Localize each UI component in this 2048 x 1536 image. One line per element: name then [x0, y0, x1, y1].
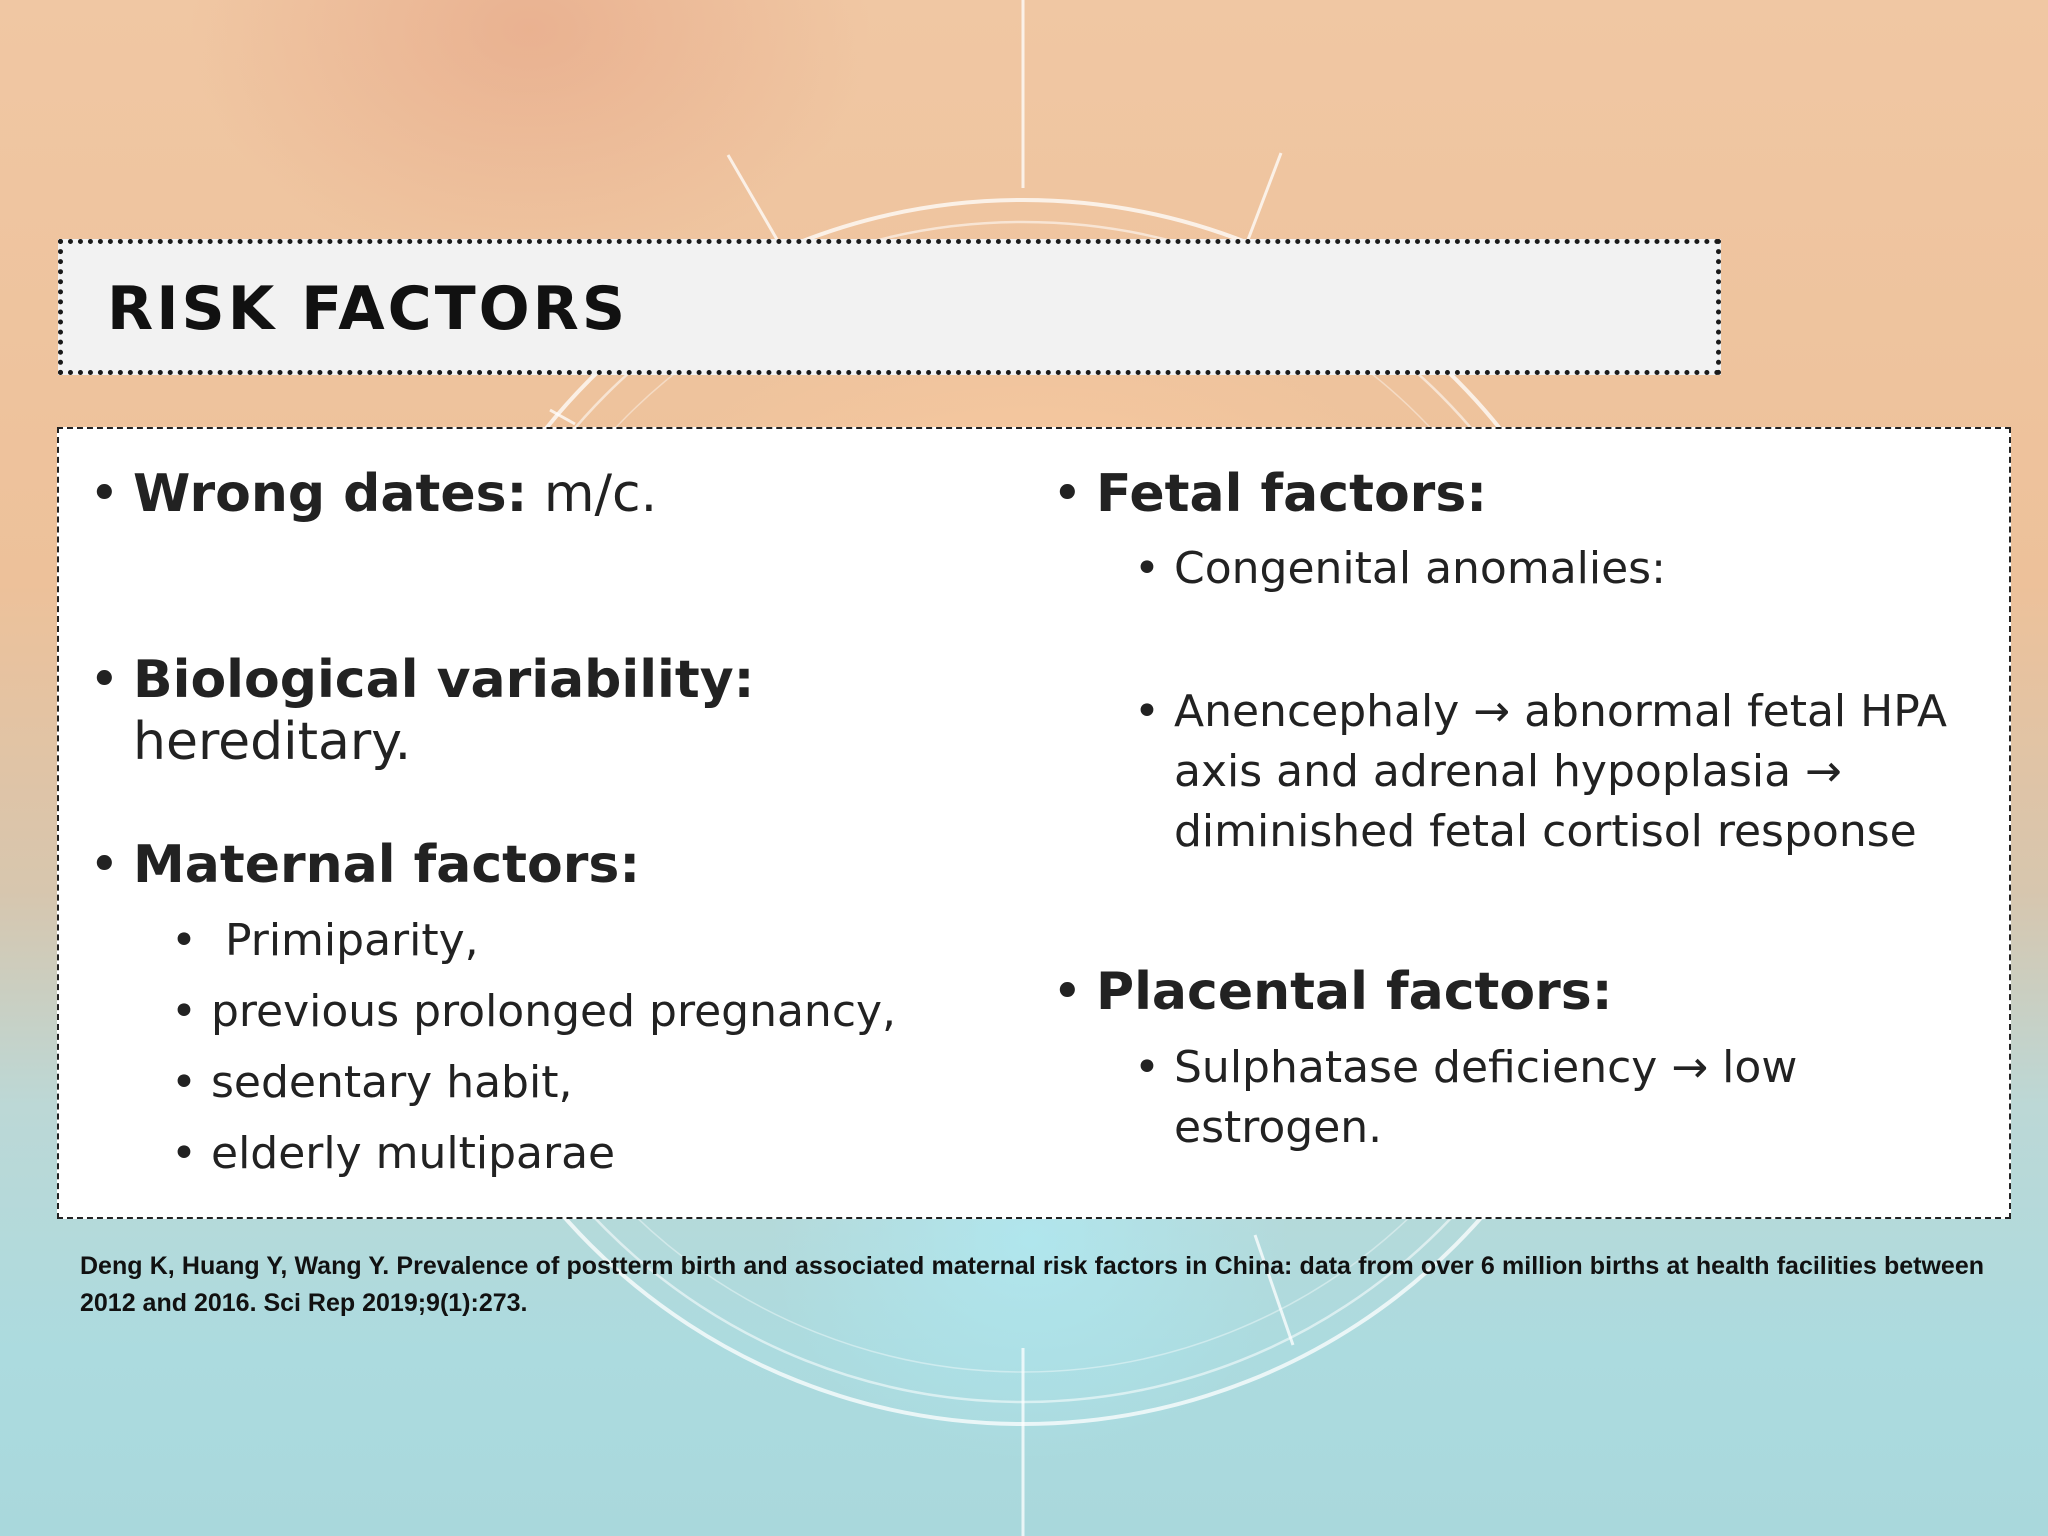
biological-variability-text: hereditary. [133, 712, 412, 772]
placental-item-sulphatase: • Sulphatase deficiency → low estrogen. [1134, 1038, 1894, 1158]
placental-factors-label: Placental factors: [1096, 962, 1613, 1022]
maternal-item-sedentary-habit: • sedentary habit, [171, 1053, 572, 1113]
maternal-item-primiparity: • Primiparity, [171, 911, 479, 971]
maternal-item-previous-pregnancy: • previous prolonged pregnancy, [171, 982, 896, 1042]
fetal-item-anencephaly: • Anencephaly → abnormal fetal HPA axis and adrenal hypoplasia → diminished fetal cortisol response [1134, 682, 1974, 862]
content-panel [57, 427, 2011, 1219]
fetal-factors-label: Fetal factors: [1096, 464, 1488, 524]
biological-variability-label: Biological variability: [133, 650, 755, 710]
maternal-item-elderly-multiparae: • elderly multiparae [171, 1124, 615, 1184]
wrong-dates-text: m/c. [527, 464, 658, 524]
title-banner [58, 239, 1721, 375]
citation-reference: Deng K, Huang Y, Wang Y. Prevalence of postterm birth and associated maternal risk factors in China: data from over 6 million births at health facilities between 2012 and 2016. Sci Rep 2019;9(1):273. [80, 1252, 1984, 1317]
bullet-fetal-factors [1052, 463, 1487, 525]
wrong-dates-label: Wrong dates: [133, 464, 528, 524]
maternal-factors-label: Maternal factors: [133, 835, 641, 895]
bullet-biological-variability [89, 649, 1049, 773]
fetal-item-congenital-anomalies: • Congenital anomalies: [1134, 539, 1666, 599]
bullet-wrong-dates [89, 463, 657, 525]
slide-title: RISK FACTORS [107, 274, 629, 344]
bullet-maternal-factors [89, 834, 640, 896]
bullet-placental-factors [1052, 961, 1613, 1023]
